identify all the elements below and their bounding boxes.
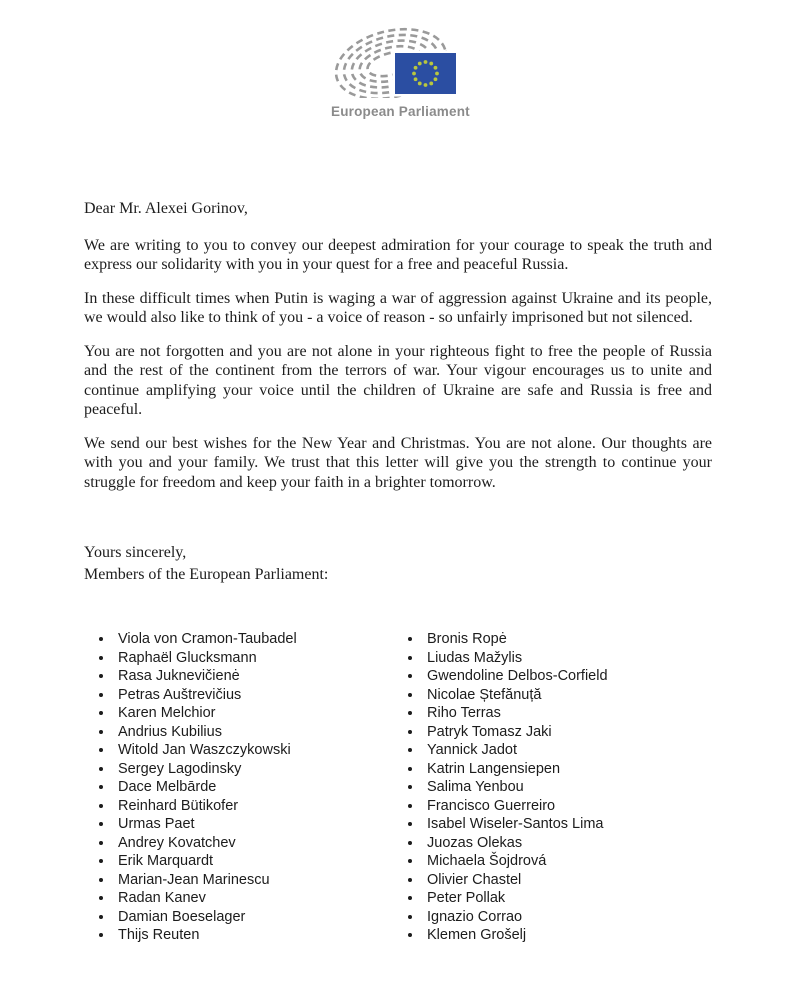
signatory-item: • Ignazio Corrao bbox=[423, 908, 712, 927]
signatory-item: • Juozas Olekas bbox=[423, 834, 712, 853]
signatory-item: • Damian Boeselager bbox=[114, 908, 393, 927]
signatory-item: • Liudas Mažylis bbox=[423, 649, 712, 668]
signatory-item: • Olivier Chastel bbox=[423, 871, 712, 890]
signatory-item: • Dace Melbārde bbox=[114, 778, 393, 797]
letter-greeting: Dear Mr. Alexei Gorinov, bbox=[84, 200, 248, 217]
signatory-item: • Bronis Ropė bbox=[423, 630, 712, 649]
signatory-item: • Andrius Kubilius bbox=[114, 723, 393, 742]
european-parliament-logo bbox=[331, 26, 470, 119]
signatory-item: • Radan Kanev bbox=[114, 889, 393, 908]
european-parliament-hemicycle-icon bbox=[331, 26, 465, 98]
signatory-item: • Sergey Lagodinsky bbox=[114, 760, 393, 779]
signatory-item: • Rasa Juknevičienė bbox=[114, 667, 393, 686]
signatory-item: • Marian-Jean Marinescu bbox=[114, 871, 393, 890]
signatory-item: • Karen Melchior bbox=[114, 704, 393, 723]
signatory-item: • Isabel Wiseler-Santos Lima bbox=[423, 815, 712, 834]
signatories-column-left bbox=[84, 630, 393, 945]
letter-paragraph: You are not forgotten and you are not alone in your righteous fight to free the people of Russia and the rest of the continent from the terrors of war. Your vigour encourages us to unite and continue amplifying your voice until the children of Ukraine are safe and Russia is free and peaceful. bbox=[84, 342, 712, 418]
letter-paragraph: We are writing to you to convey our deepest admiration for your courage to speak the truth and express our solidarity with you in your quest for a free and peaceful Russia. bbox=[84, 236, 712, 273]
letter-closing bbox=[84, 542, 712, 586]
signatory-item: • Erik Marquardt bbox=[114, 852, 393, 871]
signatory-item: • Peter Pollak bbox=[423, 889, 712, 908]
signatory-item: • Nicolae Ștefănuță bbox=[423, 686, 712, 705]
closing-salutation: Yours sincerely, bbox=[84, 544, 187, 561]
letter-paragraph: In these difficult times when Putin is waging a war of aggression against Ukraine and its people, we would also like to think of you - a voice of reason - so unfairly imprisoned but not silenced. bbox=[84, 289, 712, 326]
signatory-item: • Michaela Šojdrová bbox=[423, 852, 712, 871]
signatory-item: • Thijs Reuten bbox=[114, 926, 393, 945]
signatory-item: • Petras Auštrevičius bbox=[114, 686, 393, 705]
signatory-item: • Katrin Langensiepen bbox=[423, 760, 712, 779]
signatory-item: • Yannick Jadot bbox=[423, 741, 712, 760]
signatory-item: • Witold Jan Waszczykowski bbox=[114, 741, 393, 760]
signatory-item: • Andrey Kovatchev bbox=[114, 834, 393, 853]
signatory-item: • Salima Yenbou bbox=[423, 778, 712, 797]
closing-signoff: Members of the European Parliament: bbox=[84, 566, 329, 583]
signatory-item: • Klemen Grošelj bbox=[423, 926, 712, 945]
signatories-list bbox=[84, 630, 712, 945]
letter-body bbox=[84, 236, 712, 493]
signatory-item: • Gwendoline Delbos-Corfield bbox=[423, 667, 712, 686]
signatory-item: • Urmas Paet bbox=[114, 815, 393, 834]
signatory-item: • Raphaël Glucksmann bbox=[114, 649, 393, 668]
signatory-item: • Francisco Guerreiro bbox=[423, 797, 712, 816]
eu-flag-icon bbox=[395, 53, 456, 94]
signatory-item: • Riho Terras bbox=[423, 704, 712, 723]
logo-caption: European Parliament bbox=[331, 104, 470, 119]
signatories-column-right bbox=[393, 630, 712, 945]
signatory-item: • Reinhard Bütikofer bbox=[114, 797, 393, 816]
letter-paragraph: We send our best wishes for the New Year and Christmas. You are not alone. Our thoughts are with you and your family. We trust that this letter will give you the strength to continue your struggle for freedom and keep your faith in a brighter tomorrow. bbox=[84, 434, 712, 491]
signatory-item: • Viola von Cramon-Taubadel bbox=[114, 630, 393, 649]
signatory-item: • Patryk Tomasz Jaki bbox=[423, 723, 712, 742]
